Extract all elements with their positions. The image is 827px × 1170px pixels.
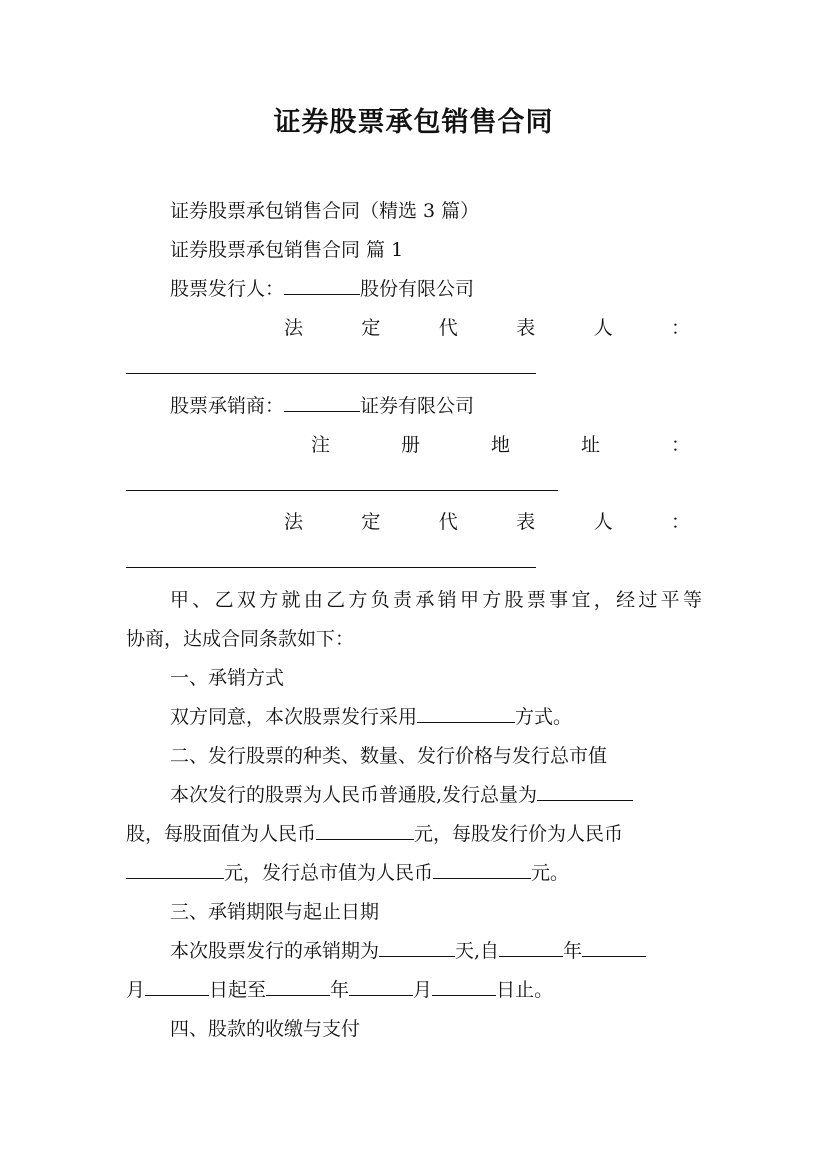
text: 天,自 — [455, 940, 500, 962]
section-1-title: 一、承销方式 — [170, 667, 285, 689]
subtitle: 证券股票承包销售合同（精选 3 篇） — [170, 200, 480, 222]
underwriter-line — [170, 393, 746, 419]
char: 定 — [361, 511, 381, 533]
section-1-text — [170, 704, 746, 730]
text: 日起至 — [209, 979, 267, 1001]
text: 本次发行的股票为人民币普通股,发行总量为 — [170, 784, 538, 806]
par-value-blank — [316, 821, 414, 840]
text: 月 — [126, 979, 146, 1001]
underwriter-suffix: 证券有限公司 — [360, 395, 475, 417]
address-label — [311, 432, 690, 458]
char: 代 — [438, 317, 458, 339]
char: 人 — [593, 511, 613, 533]
section-3-line-1 — [170, 938, 702, 964]
text: 元。 — [531, 862, 570, 884]
char: ： — [670, 317, 690, 339]
section-2-title: 二、发行股票的种类、数量、发行价格与发行总市值 — [170, 745, 608, 767]
intro-line-1: 甲、乙双方就由乙方负责承销甲方股票事宜，经过平等 — [170, 589, 702, 611]
end-day-blank — [432, 977, 496, 996]
section-2-line-3 — [126, 860, 702, 886]
text: 年 — [563, 940, 583, 962]
char: 法 — [284, 317, 304, 339]
text: 本次股票发行的承销期为 — [170, 940, 380, 962]
total-shares-blank — [537, 782, 633, 801]
issuer-rep-label — [284, 315, 690, 341]
section-3-line-2 — [126, 977, 702, 1003]
document-title: 证券股票承包销售合同 — [273, 107, 554, 138]
char: ： — [670, 511, 690, 533]
char: 代 — [438, 511, 458, 533]
method-blank — [417, 704, 515, 723]
issuer-line — [170, 276, 746, 302]
address-blank — [126, 490, 558, 491]
issue-price-blank — [126, 860, 224, 879]
text: 日止。 — [496, 979, 554, 1001]
text: 元，发行总市值为人民币 — [224, 862, 434, 884]
underwriter-blank — [284, 393, 360, 412]
start-year-blank — [499, 938, 563, 957]
char: 址 — [580, 434, 600, 456]
char: 册 — [400, 434, 420, 456]
issuer-rep-blank — [126, 373, 536, 374]
char: 注 — [311, 434, 331, 456]
text: 月 — [413, 979, 433, 1001]
underwriter-rep-blank — [126, 567, 536, 568]
char: 法 — [284, 511, 304, 533]
end-month-blank — [349, 977, 413, 996]
start-day-blank — [145, 977, 209, 996]
text: 股，每股面值为人民币 — [126, 823, 317, 845]
section-2-line-1 — [170, 782, 702, 808]
text: 元，每股发行价为人民币 — [414, 823, 624, 845]
start-month-blank — [582, 938, 646, 957]
char: 人 — [593, 317, 613, 339]
text: 年 — [330, 979, 350, 1001]
char: 地 — [490, 434, 510, 456]
issuer-label: 股票发行人： — [170, 278, 285, 300]
char: 表 — [516, 511, 536, 533]
market-value-blank — [433, 860, 531, 879]
intro-line-2: 协商，达成合同条款如下： — [126, 628, 355, 650]
char: 定 — [361, 317, 381, 339]
end-year-blank — [266, 977, 330, 996]
underwriter-label: 股票承销商： — [170, 395, 285, 417]
issuer-blank — [284, 276, 360, 295]
issuer-suffix: 股份有限公司 — [360, 278, 475, 300]
section-3-title: 三、承销期限与起止日期 — [170, 901, 380, 923]
char: 表 — [516, 317, 536, 339]
section-4-title: 四、股款的收缴与支付 — [170, 1018, 361, 1040]
part-heading: 证券股票承包销售合同 篇 1 — [170, 239, 404, 261]
char: ： — [670, 434, 690, 456]
section-2-line-2 — [126, 821, 702, 847]
underwriter-rep-label — [284, 509, 690, 535]
days-blank — [379, 938, 455, 957]
text: 双方同意，本次股票发行采用 — [170, 706, 418, 728]
text: 方式。 — [515, 706, 573, 728]
